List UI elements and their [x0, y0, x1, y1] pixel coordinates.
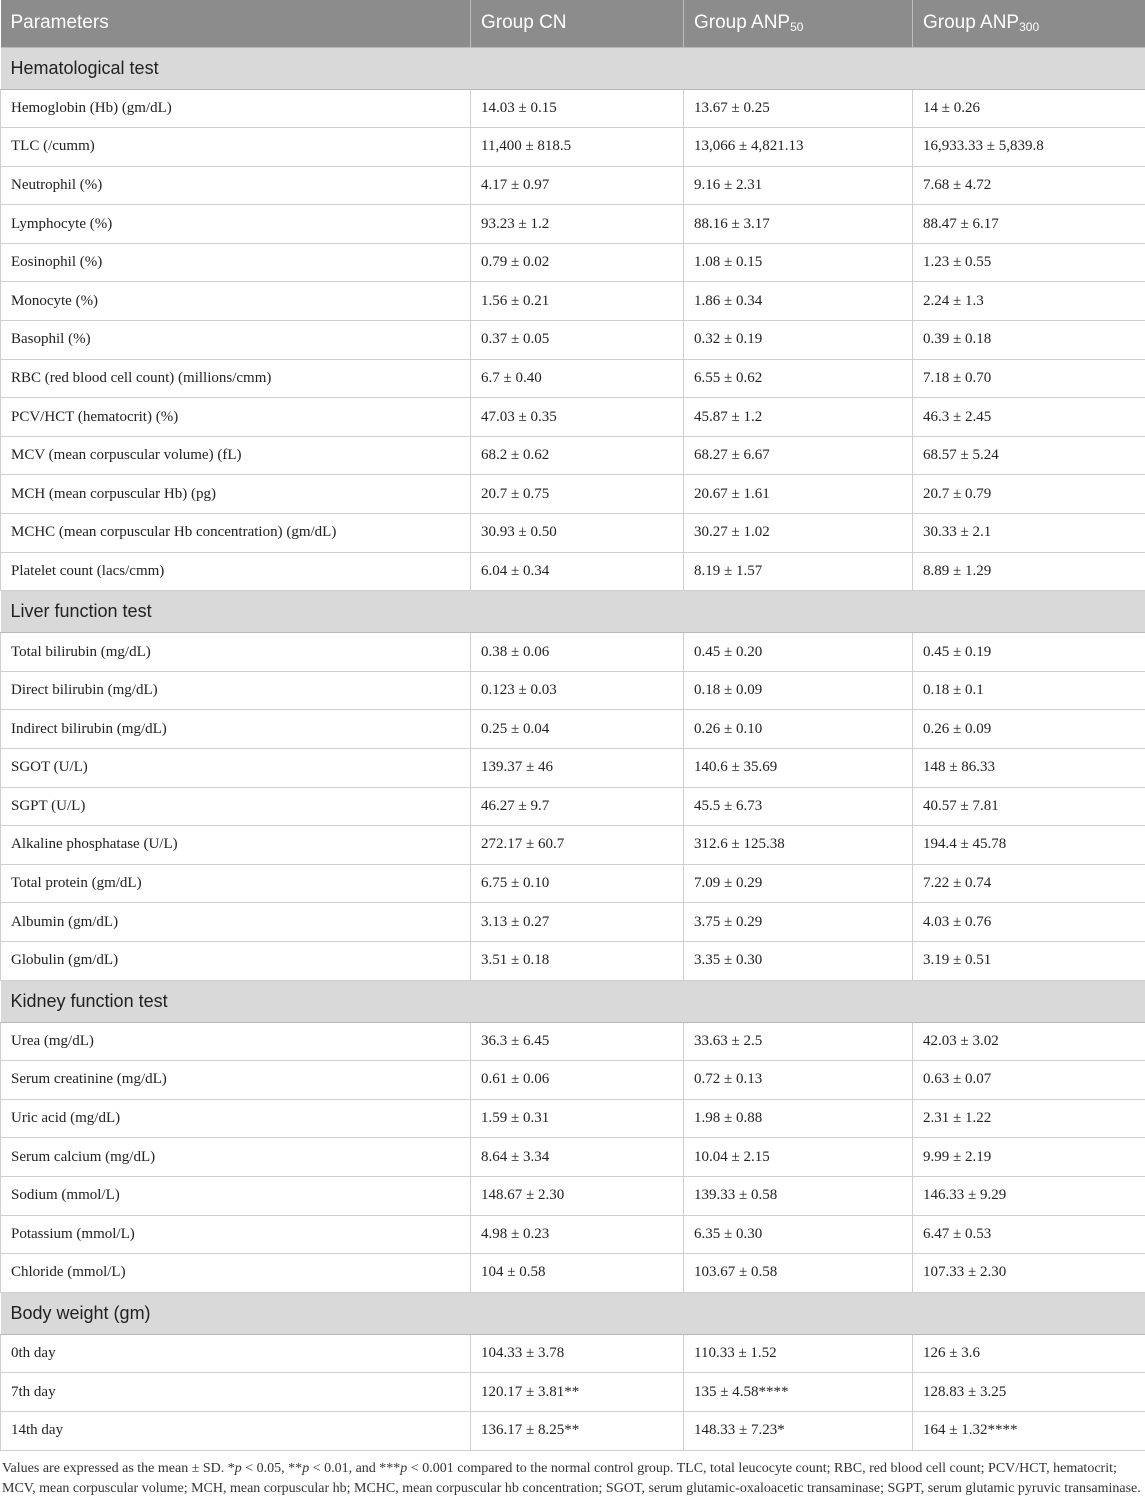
header-group-anp300-sub: 300	[1019, 20, 1040, 35]
table-row	[1, 1215, 1145, 1254]
header-group-anp300	[913, 0, 1145, 47]
cell-parameter: Serum creatinine (mg/dL)	[1, 1061, 471, 1100]
table-row	[1, 436, 1145, 475]
cell-group-cn: 47.03 ± 0.35	[471, 398, 684, 437]
cell-group-anp50: 0.18 ± 0.09	[684, 671, 913, 710]
footnote-p-3: p	[400, 1460, 408, 1476]
cell-group-anp50: 312.6 ± 125.38	[684, 826, 913, 865]
cell-group-anp300: 0.45 ± 0.19	[913, 633, 1145, 672]
section-header-row	[1, 47, 1145, 89]
cell-group-anp50: 30.27 ± 1.02	[684, 514, 913, 553]
cell-group-anp300: 46.3 ± 2.45	[913, 398, 1145, 437]
cell-group-cn: 120.17 ± 3.81**	[471, 1373, 684, 1412]
header-group-anp50-sub: 50	[790, 20, 804, 35]
table-row	[1, 552, 1145, 591]
cell-group-cn: 46.27 ± 9.7	[471, 787, 684, 826]
cell-group-anp300: 30.33 ± 2.1	[913, 514, 1145, 553]
cell-group-cn: 11,400 ± 818.5	[471, 128, 684, 167]
cell-group-cn: 4.98 ± 0.23	[471, 1215, 684, 1254]
cell-group-cn: 136.17 ± 8.25**	[471, 1411, 684, 1450]
table-row	[1, 864, 1145, 903]
cell-parameter: PCV/HCT (hematocrit) (%)	[1, 398, 471, 437]
cell-group-anp300: 40.57 ± 7.81	[913, 787, 1145, 826]
cell-group-anp300: 0.18 ± 0.1	[913, 671, 1145, 710]
cell-parameter: Eosinophil (%)	[1, 243, 471, 282]
cell-group-anp50: 1.08 ± 0.15	[684, 243, 913, 282]
cell-group-anp300: 9.99 ± 2.19	[913, 1138, 1145, 1177]
cell-group-anp50: 9.16 ± 2.31	[684, 166, 913, 205]
header-group-anp300-label: Group ANP	[923, 12, 1020, 34]
header-group-anp50	[684, 0, 913, 47]
cell-group-anp300: 194.4 ± 45.78	[913, 826, 1145, 865]
header-parameters: Parameters	[1, 0, 471, 47]
cell-group-cn: 8.64 ± 3.34	[471, 1138, 684, 1177]
cell-group-anp50: 7.09 ± 0.29	[684, 864, 913, 903]
cell-parameter: MCHC (mean corpuscular Hb concentration) (gm/dL)	[1, 514, 471, 553]
cell-parameter: SGOT (U/L)	[1, 749, 471, 788]
cell-group-cn: 68.2 ± 0.62	[471, 436, 684, 475]
table-row	[1, 1373, 1145, 1412]
footnote-text-1: Values are expressed as the mean ± SD. *	[2, 1460, 235, 1476]
cell-group-anp50: 20.67 ± 1.61	[684, 475, 913, 514]
cell-group-anp300: 148 ± 86.33	[913, 749, 1145, 788]
cell-parameter: Serum calcium (mg/dL)	[1, 1138, 471, 1177]
cell-group-anp50: 0.26 ± 0.10	[684, 710, 913, 749]
cell-parameter: Neutrophil (%)	[1, 166, 471, 205]
cell-parameter: Potassium (mmol/L)	[1, 1215, 471, 1254]
cell-group-cn: 3.51 ± 0.18	[471, 941, 684, 980]
table-row	[1, 205, 1145, 244]
cell-group-cn: 104.33 ± 3.78	[471, 1334, 684, 1373]
cell-group-anp300: 20.7 ± 0.79	[913, 475, 1145, 514]
cell-parameter: 14th day	[1, 1411, 471, 1450]
cell-group-anp50: 148.33 ± 7.23*	[684, 1411, 913, 1450]
cell-parameter: Indirect bilirubin (mg/dL)	[1, 710, 471, 749]
cell-group-anp300: 7.18 ± 0.70	[913, 359, 1145, 398]
cell-group-anp300: 68.57 ± 5.24	[913, 436, 1145, 475]
table-body	[1, 47, 1145, 1450]
table-row	[1, 282, 1145, 321]
cell-group-cn: 104 ± 0.58	[471, 1254, 684, 1293]
cell-parameter: Globulin (gm/dL)	[1, 941, 471, 980]
section-header-row	[1, 591, 1145, 633]
cell-group-anp50: 0.45 ± 0.20	[684, 633, 913, 672]
table-row	[1, 398, 1145, 437]
cell-group-anp300: 8.89 ± 1.29	[913, 552, 1145, 591]
cell-group-anp300: 164 ± 1.32****	[913, 1411, 1145, 1450]
cell-group-anp50: 68.27 ± 6.67	[684, 436, 913, 475]
table-row	[1, 787, 1145, 826]
cell-group-cn: 6.04 ± 0.34	[471, 552, 684, 591]
table-row	[1, 1061, 1145, 1100]
cell-group-anp50: 45.5 ± 6.73	[684, 787, 913, 826]
cell-group-cn: 148.67 ± 2.30	[471, 1176, 684, 1215]
cell-group-cn: 1.59 ± 0.31	[471, 1099, 684, 1138]
cell-group-anp300: 7.22 ± 0.74	[913, 864, 1145, 903]
cell-group-anp50: 110.33 ± 1.52	[684, 1334, 913, 1373]
cell-group-cn: 30.93 ± 0.50	[471, 514, 684, 553]
cell-group-cn: 272.17 ± 60.7	[471, 826, 684, 865]
cell-group-anp300: 42.03 ± 3.02	[913, 1022, 1145, 1061]
cell-parameter: SGPT (U/L)	[1, 787, 471, 826]
cell-parameter: Direct bilirubin (mg/dL)	[1, 671, 471, 710]
cell-group-cn: 3.13 ± 0.27	[471, 903, 684, 942]
cell-group-anp300: 2.24 ± 1.3	[913, 282, 1145, 321]
cell-group-anp50: 88.16 ± 3.17	[684, 205, 913, 244]
cell-group-cn: 139.37 ± 46	[471, 749, 684, 788]
cell-group-anp50: 13.67 ± 0.25	[684, 89, 913, 128]
footnote-text-3: < 0.01, and ***	[309, 1460, 401, 1476]
cell-group-cn: 0.123 ± 0.03	[471, 671, 684, 710]
cell-parameter: Alkaline phosphatase (U/L)	[1, 826, 471, 865]
table-row	[1, 1176, 1145, 1215]
cell-parameter: Monocyte (%)	[1, 282, 471, 321]
section-title: Liver function test	[1, 591, 1145, 633]
cell-group-anp50: 3.35 ± 0.30	[684, 941, 913, 980]
cell-parameter: TLC (/cumm)	[1, 128, 471, 167]
cell-group-cn: 4.17 ± 0.97	[471, 166, 684, 205]
table-row	[1, 128, 1145, 167]
cell-group-anp50: 6.55 ± 0.62	[684, 359, 913, 398]
cell-group-anp50: 13,066 ± 4,821.13	[684, 128, 913, 167]
table-row	[1, 359, 1145, 398]
footnote-text-2: < 0.05, **	[241, 1460, 303, 1476]
table-row	[1, 1334, 1145, 1373]
cell-group-cn: 93.23 ± 1.2	[471, 205, 684, 244]
table-row	[1, 1099, 1145, 1138]
cell-group-anp300: 4.03 ± 0.76	[913, 903, 1145, 942]
cell-group-anp50: 45.87 ± 1.2	[684, 398, 913, 437]
header-group-cn: Group CN	[471, 0, 684, 47]
cell-group-cn: 14.03 ± 0.15	[471, 89, 684, 128]
cell-parameter: Chloride (mmol/L)	[1, 1254, 471, 1293]
table-row	[1, 710, 1145, 749]
cell-parameter: MCH (mean corpuscular Hb) (pg)	[1, 475, 471, 514]
table-row	[1, 1411, 1145, 1450]
table-row	[1, 166, 1145, 205]
cell-group-anp300: 3.19 ± 0.51	[913, 941, 1145, 980]
table-row	[1, 243, 1145, 282]
cell-parameter: Platelet count (lacs/cmm)	[1, 552, 471, 591]
cell-group-anp300: 146.33 ± 9.29	[913, 1176, 1145, 1215]
header-group-anp50-label: Group ANP	[694, 12, 791, 34]
cell-parameter: MCV (mean corpuscular volume) (fL)	[1, 436, 471, 475]
cell-group-anp50: 33.63 ± 2.5	[684, 1022, 913, 1061]
table-row	[1, 1138, 1145, 1177]
table-row	[1, 475, 1145, 514]
cell-group-anp50: 1.98 ± 0.88	[684, 1099, 913, 1138]
cell-group-anp300: 0.63 ± 0.07	[913, 1061, 1145, 1100]
table-row	[1, 903, 1145, 942]
section-title: Kidney function test	[1, 980, 1145, 1022]
cell-parameter: 7th day	[1, 1373, 471, 1412]
cell-group-cn: 0.61 ± 0.06	[471, 1061, 684, 1100]
footnote-p-2: p	[302, 1460, 310, 1476]
table-row	[1, 633, 1145, 672]
section-title: Hematological test	[1, 47, 1145, 89]
cell-group-cn: 0.38 ± 0.06	[471, 633, 684, 672]
cell-group-anp300: 88.47 ± 6.17	[913, 205, 1145, 244]
cell-group-anp300: 7.68 ± 4.72	[913, 166, 1145, 205]
table-row	[1, 1254, 1145, 1293]
cell-parameter: RBC (red blood cell count) (millions/cmm)	[1, 359, 471, 398]
cell-parameter: Sodium (mmol/L)	[1, 1176, 471, 1215]
cell-group-anp50: 140.6 ± 35.69	[684, 749, 913, 788]
cell-group-anp300: 16,933.33 ± 5,839.8	[913, 128, 1145, 167]
cell-group-anp300: 1.23 ± 0.55	[913, 243, 1145, 282]
cell-parameter: Hemoglobin (Hb) (gm/dL)	[1, 89, 471, 128]
cell-group-anp300: 126 ± 3.6	[913, 1334, 1145, 1373]
cell-group-anp300: 2.31 ± 1.22	[913, 1099, 1145, 1138]
cell-parameter: Albumin (gm/dL)	[1, 903, 471, 942]
cell-group-anp50: 0.32 ± 0.19	[684, 321, 913, 360]
cell-group-anp300: 0.39 ± 0.18	[913, 321, 1145, 360]
cell-group-cn: 6.75 ± 0.10	[471, 864, 684, 903]
cell-group-anp50: 8.19 ± 1.57	[684, 552, 913, 591]
cell-group-cn: 36.3 ± 6.45	[471, 1022, 684, 1061]
cell-parameter: Urea (mg/dL)	[1, 1022, 471, 1061]
cell-group-cn: 0.25 ± 0.04	[471, 710, 684, 749]
cell-parameter: Lymphocyte (%)	[1, 205, 471, 244]
cell-group-cn: 20.7 ± 0.75	[471, 475, 684, 514]
cell-group-anp50: 1.86 ± 0.34	[684, 282, 913, 321]
cell-group-anp50: 139.33 ± 0.58	[684, 1176, 913, 1215]
section-header-row	[1, 1292, 1145, 1334]
footnote-text-4: < 0.001 compared to the normal control group. TLC, total leucocyte count; RBC, red blood cell count; PCV/HCT, hematocrit; MCV, mean corpuscular volume; MCH, mean corpuscular hb; MCHC, mean corpuscular hb concentration; SGOT, serum glutamic-oxaloacetic transaminase; SGPT, serum glutamic pyruvic transaminase.	[2, 1460, 1141, 1496]
cell-group-anp300: 14 ± 0.26	[913, 89, 1145, 128]
table-header-row	[1, 0, 1145, 47]
cell-parameter: Basophil (%)	[1, 321, 471, 360]
cell-group-anp300: 0.26 ± 0.09	[913, 710, 1145, 749]
cell-group-anp50: 6.35 ± 0.30	[684, 1215, 913, 1254]
table-row	[1, 89, 1145, 128]
cell-group-anp50: 0.72 ± 0.13	[684, 1061, 913, 1100]
table-row	[1, 1022, 1145, 1061]
section-header-row	[1, 980, 1145, 1022]
table-row	[1, 749, 1145, 788]
cell-group-anp300: 107.33 ± 2.30	[913, 1254, 1145, 1293]
cell-group-cn: 0.37 ± 0.05	[471, 321, 684, 360]
cell-group-anp300: 6.47 ± 0.53	[913, 1215, 1145, 1254]
cell-parameter: Uric acid (mg/dL)	[1, 1099, 471, 1138]
cell-group-cn: 1.56 ± 0.21	[471, 282, 684, 321]
table-footnote	[0, 1451, 1145, 1499]
table-row	[1, 941, 1145, 980]
section-title: Body weight (gm)	[1, 1292, 1145, 1334]
table-row	[1, 671, 1145, 710]
table-row	[1, 321, 1145, 360]
cell-group-anp50: 135 ± 4.58****	[684, 1373, 913, 1412]
cell-group-anp50: 10.04 ± 2.15	[684, 1138, 913, 1177]
footnote-p-1: p	[234, 1460, 242, 1476]
cell-parameter: 0th day	[1, 1334, 471, 1373]
cell-group-anp50: 3.75 ± 0.29	[684, 903, 913, 942]
cell-group-cn: 6.7 ± 0.40	[471, 359, 684, 398]
cell-group-anp300: 128.83 ± 3.25	[913, 1373, 1145, 1412]
table-row	[1, 826, 1145, 865]
cell-group-cn: 0.79 ± 0.02	[471, 243, 684, 282]
cell-parameter: Total bilirubin (mg/dL)	[1, 633, 471, 672]
cell-parameter: Total protein (gm/dL)	[1, 864, 471, 903]
cell-group-anp50: 103.67 ± 0.58	[684, 1254, 913, 1293]
table-row	[1, 514, 1145, 553]
